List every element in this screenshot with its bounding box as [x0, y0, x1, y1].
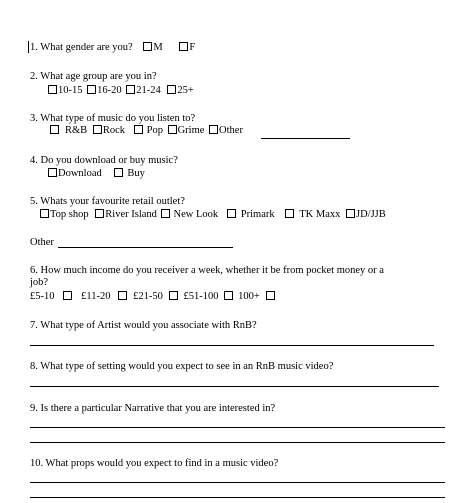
age-25-plus-label: 25+: [177, 85, 194, 96]
music-rnb-label: R&B: [65, 125, 88, 136]
question-10-answer-line-2[interactable]: [30, 497, 445, 498]
music-pop-label: Pop: [146, 125, 163, 136]
age-21-24-label: 21-24: [136, 85, 161, 96]
question-1-text: 1. What gender are you?: [30, 42, 133, 53]
question-8-text: 8. What type of setting would you expect to see in an RnB music video?: [30, 361, 334, 372]
question-9-answer-line-2[interactable]: [30, 442, 445, 443]
question-9: [30, 403, 275, 415]
income-5-10-checkbox[interactable]: [63, 291, 72, 300]
retail-topshop-checkbox[interactable]: [40, 209, 49, 218]
income-5-10-label: £5-10: [30, 291, 55, 302]
question-9-text: 9. Is there a particular Narrative that you are interested in?: [30, 403, 276, 414]
retail-tk-maxx-label: TK Maxx: [299, 209, 341, 220]
question-3: [30, 113, 195, 125]
age-10-15-checkbox[interactable]: [48, 85, 57, 94]
question-4-text: 4. Do you download or buy music?: [30, 155, 178, 166]
age-25-plus-checkbox[interactable]: [167, 85, 176, 94]
income-21-50-checkbox[interactable]: [169, 291, 178, 300]
gender-m-label: M: [153, 42, 163, 53]
retail-other-label: Other: [30, 237, 54, 248]
retail-jd-jjb-checkbox[interactable]: [346, 209, 355, 218]
buy-checkbox[interactable]: [114, 168, 123, 177]
retail-tk-maxx-checkbox[interactable]: [285, 209, 294, 218]
income-100-plus-label: 100+: [238, 291, 260, 302]
music-rnb-checkbox[interactable]: [50, 125, 59, 134]
age-options: [48, 85, 194, 97]
question-6-continued: [30, 277, 48, 289]
question-10-text: 10. What props would you expect to find in a music video?: [30, 458, 279, 469]
question-6-text-line2: job?: [30, 277, 49, 288]
text-cursor: [28, 41, 29, 53]
question-8-answer-line[interactable]: [30, 386, 439, 387]
income-100-plus-checkbox[interactable]: [266, 291, 275, 300]
retail-new-look-checkbox[interactable]: [161, 209, 170, 218]
question-10-answer-line-1[interactable]: [30, 482, 445, 483]
question-4: [30, 155, 178, 167]
music-pop-checkbox[interactable]: [134, 125, 143, 134]
question-9-answer-line-1[interactable]: [30, 427, 445, 428]
download-checkbox[interactable]: [48, 168, 57, 177]
question-5: [30, 196, 185, 208]
income-11-20-checkbox[interactable]: [118, 291, 127, 300]
music-options: [50, 125, 243, 137]
question-7-answer-line[interactable]: [30, 345, 434, 346]
buy-label: Buy: [127, 168, 145, 179]
age-16-20-checkbox[interactable]: [87, 85, 96, 94]
question-7-text: 7. What type of Artist would you associate with RnB?: [30, 320, 257, 331]
question-2: [30, 71, 157, 83]
age-16-20-label: 16-20: [97, 85, 122, 96]
music-grime-label: Grime: [177, 125, 205, 136]
retail-topshop-label: Top shop: [50, 209, 89, 220]
income-11-20-label: £11-20: [81, 291, 111, 302]
question-1: [30, 42, 195, 54]
retail-river-island-label: River Island: [105, 209, 157, 220]
question-2-text: 2. What age group are you in?: [30, 71, 157, 82]
income-51-100-label: £51-100: [183, 291, 219, 302]
gender-f-checkbox[interactable]: [179, 42, 188, 51]
gender-f-label: F: [189, 42, 196, 53]
retail-other-answer-line[interactable]: [58, 247, 233, 248]
retail-primark-checkbox[interactable]: [227, 209, 236, 218]
age-21-24-checkbox[interactable]: [126, 85, 135, 94]
question-8: [30, 361, 333, 373]
question-10: [30, 458, 278, 470]
download-options: [48, 168, 145, 180]
retail-jd-jjb-label: JD/JJB: [355, 209, 386, 220]
question-6: [30, 265, 384, 277]
income-51-100-checkbox[interactable]: [224, 291, 233, 300]
retail-river-island-checkbox[interactable]: [95, 209, 104, 218]
income-21-50-label: £21-50: [133, 291, 163, 302]
question-6-text: 6. How much income do you receiver a week, whether it be from pocket money or a: [30, 265, 384, 276]
download-label: Download: [58, 168, 102, 179]
gender-m-checkbox[interactable]: [143, 42, 152, 51]
retail-new-look-label: New Look: [173, 209, 219, 220]
music-rock-checkbox[interactable]: [93, 125, 102, 134]
retail-other: [30, 237, 54, 249]
music-grime-checkbox[interactable]: [168, 125, 177, 134]
music-rock-label: Rock: [102, 125, 125, 136]
question-3-text: 3. What type of music do you listen to?: [30, 113, 196, 124]
question-7: [30, 320, 257, 332]
question-5-text: 5. Whats your favourite retail outlet?: [30, 196, 185, 207]
income-options: [30, 291, 276, 303]
retail-options: [40, 209, 386, 221]
music-other-label: Other: [219, 125, 243, 136]
music-other-checkbox[interactable]: [209, 125, 218, 134]
retail-primark-label: Primark: [240, 209, 275, 220]
age-10-15-label: 10-15: [58, 85, 83, 96]
music-other-answer-line[interactable]: [261, 138, 350, 139]
